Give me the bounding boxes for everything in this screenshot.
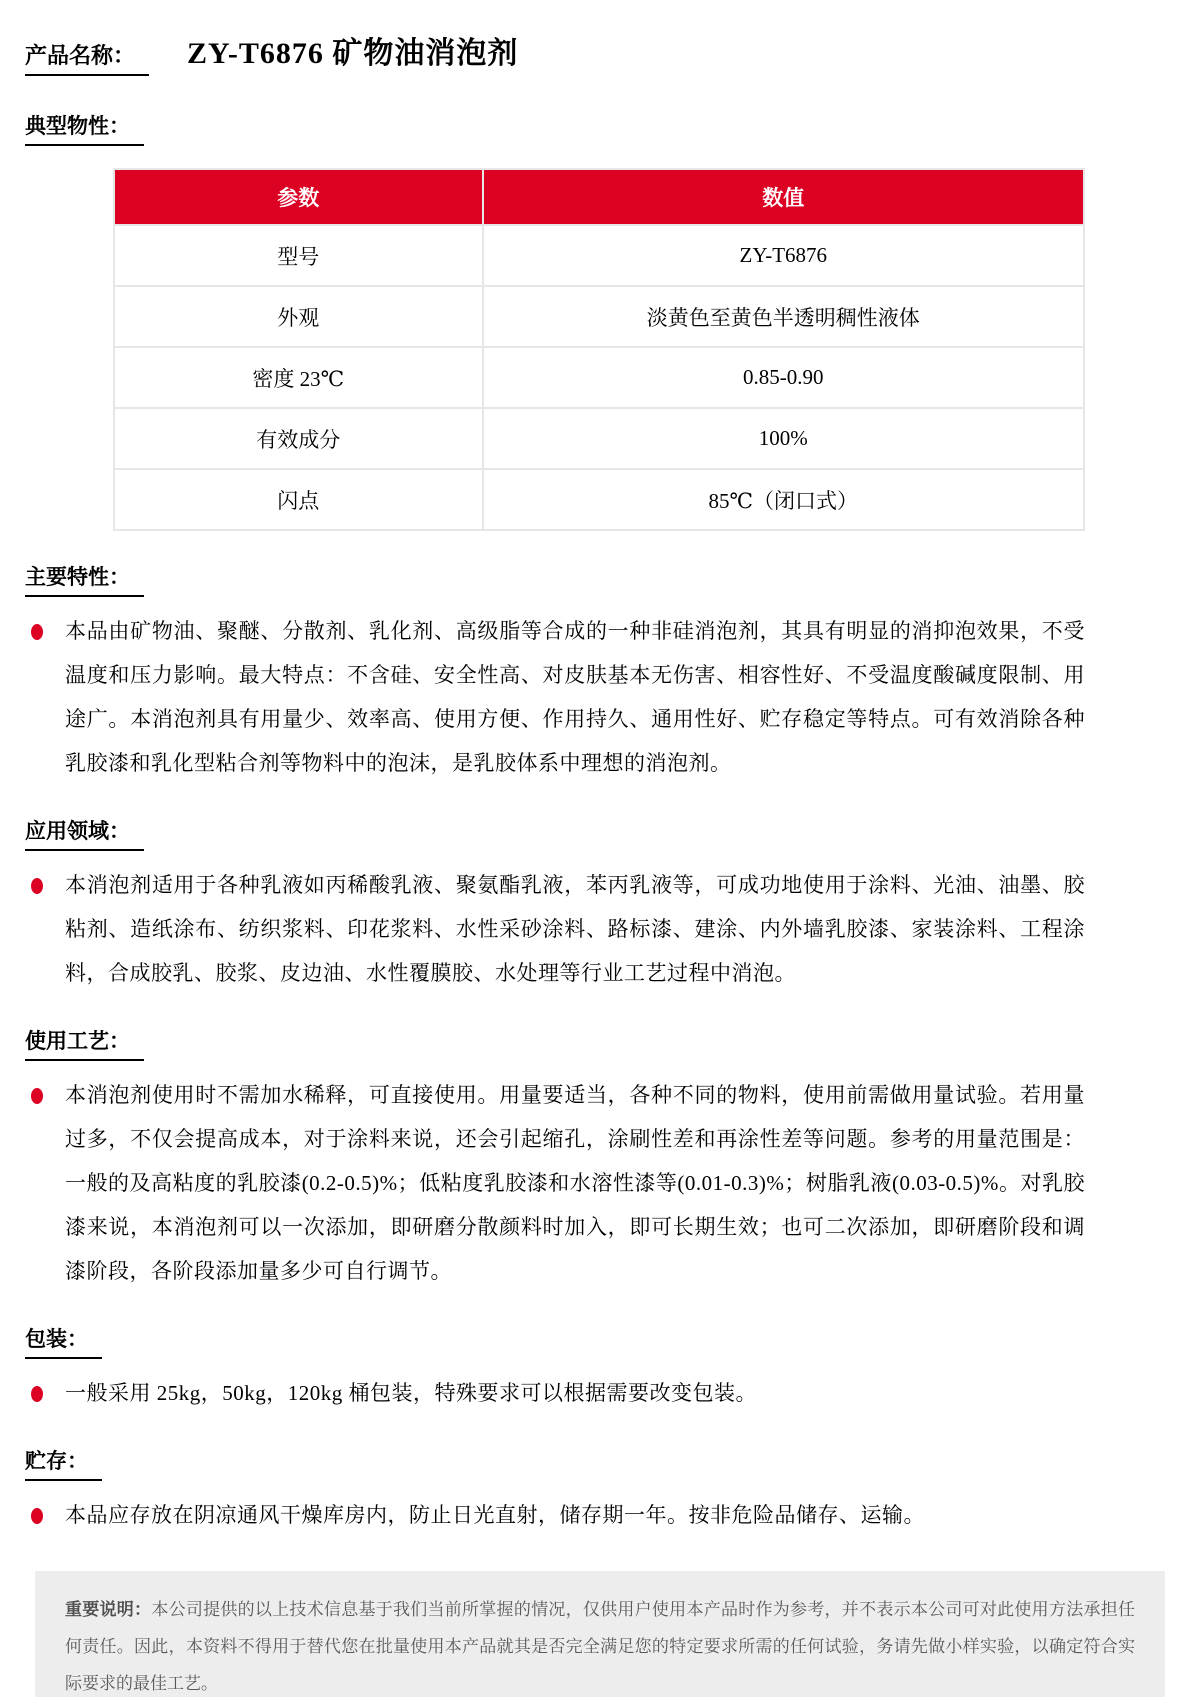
param-cell: 型号 bbox=[114, 225, 483, 286]
storage-paragraph bbox=[25, 1493, 1085, 1537]
properties-table bbox=[113, 168, 1085, 531]
table-header-value: 数值 bbox=[483, 169, 1084, 225]
value-cell: ZY-T6876 bbox=[483, 225, 1084, 286]
important-note bbox=[35, 1571, 1165, 1697]
product-title: ZY-T6876 矿物油消泡剂 bbox=[187, 37, 519, 70]
features-text: 本品由矿物油、聚醚、分散剂、乳化剂、高级脂等合成的一种非硅消泡剂，其具有明显的消抑泡效果，不受温度和压力影响。最大特点：不含硅、安全性高、对皮肤基本无伤害、相容性好、不受温度酸碱度限制、用途广。本消泡剂具有用量少、效率高、使用方便、作用持久、通用性好、贮存稳定等特点。可有效消除各种乳胶漆和乳化型粘合剂等物料中的泡沫，是乳胶体系中理想的消泡剂。 bbox=[65, 619, 1085, 775]
section-heading-properties: 典型物性： bbox=[25, 110, 144, 146]
param-cell: 密度 23℃ bbox=[114, 347, 483, 408]
value-cell: 0.85-0.90 bbox=[483, 347, 1084, 408]
param-cell: 外观 bbox=[114, 286, 483, 347]
table-row bbox=[114, 347, 1084, 408]
param-cell: 有效成分 bbox=[114, 408, 483, 469]
packaging-paragraph bbox=[25, 1371, 1085, 1415]
section-heading-storage: 贮存： bbox=[25, 1445, 102, 1481]
important-note-text: 本公司提供的以上技术信息基于我们当前所掌握的情况，仅供用户使用本产品时作为参考，并不表示本公司可对此使用方法承担任何责任。因此，本资料不得用于替代您在批量使用本产品就其是否完全满足您的特定要求所需的任何试验，务请先做小样实验，以确定符合实际要求的最佳工艺。 bbox=[65, 1600, 1135, 1693]
section-heading-usage: 使用工艺： bbox=[25, 1025, 144, 1061]
table-header-parameter: 参数 bbox=[114, 169, 483, 225]
value-cell: 100% bbox=[483, 408, 1084, 469]
product-name-label: 产品名称： bbox=[25, 39, 149, 76]
table-row bbox=[114, 225, 1084, 286]
value-cell: 淡黄色至黄色半透明稠性液体 bbox=[483, 286, 1084, 347]
bullet-icon bbox=[31, 624, 43, 640]
applications-text: 本消泡剂适用于各种乳液如丙稀酸乳液、聚氨酯乳液，苯丙乳液等，可成功地使用于涂料、光油、油墨、胶粘剂、造纸涂布、纺织浆料、印花浆料、水性采砂涂料、路标漆、建涂、内外墙乳胶漆、家装涂料、工程涂料，合成胶乳、胶浆、皮边油、水性覆膜胶、水处理等行业工艺过程中消泡。 bbox=[65, 873, 1085, 985]
section-heading-features: 主要特性： bbox=[25, 561, 144, 597]
features-paragraph bbox=[25, 609, 1085, 785]
bullet-icon bbox=[31, 1386, 43, 1402]
document-title-row bbox=[25, 28, 1085, 76]
usage-text: 本消泡剂使用时不需加水稀释，可直接使用。用量要适当，各种不同的物料，使用前需做用量试验。若用量过多，不仅会提高成本，对于涂料来说，还会引起缩孔，涂刷性差和再涂性差等问题。参考的用量范围是：一般的及高粘度的乳胶漆(0.2-0.5)%；低粘度乳胶漆和水溶性漆等(0.01-0.3)%；树脂乳液(0.03-0.5)%。对乳胶漆来说，本消泡剂可以一次添加，即研磨分散颜料时加入，即可长期生效；也可二次添加，即研磨阶段和调漆阶段，各阶段添加量多少可自行调节。 bbox=[65, 1083, 1085, 1283]
section-heading-applications: 应用领域： bbox=[25, 815, 144, 851]
packaging-text: 一般采用 25kg，50kg，120kg 桶包装，特殊要求可以根据需要改变包装。 bbox=[65, 1381, 757, 1405]
section-heading-packaging: 包装： bbox=[25, 1323, 102, 1359]
bullet-icon bbox=[31, 1088, 43, 1104]
table-row bbox=[114, 408, 1084, 469]
bullet-icon bbox=[31, 1508, 43, 1524]
applications-paragraph bbox=[25, 863, 1085, 995]
param-cell: 闪点 bbox=[114, 469, 483, 530]
bullet-icon bbox=[31, 878, 43, 894]
table-header-row bbox=[114, 169, 1084, 225]
usage-paragraph bbox=[25, 1073, 1085, 1293]
table-row bbox=[114, 469, 1084, 530]
table-row bbox=[114, 286, 1084, 347]
value-cell: 85℃（闭口式） bbox=[483, 469, 1084, 530]
important-note-label: 重要说明： bbox=[65, 1600, 152, 1619]
storage-text: 本品应存放在阴凉通风干燥库房内，防止日光直射，储存期一年。按非危险品储存、运输。 bbox=[65, 1503, 925, 1527]
